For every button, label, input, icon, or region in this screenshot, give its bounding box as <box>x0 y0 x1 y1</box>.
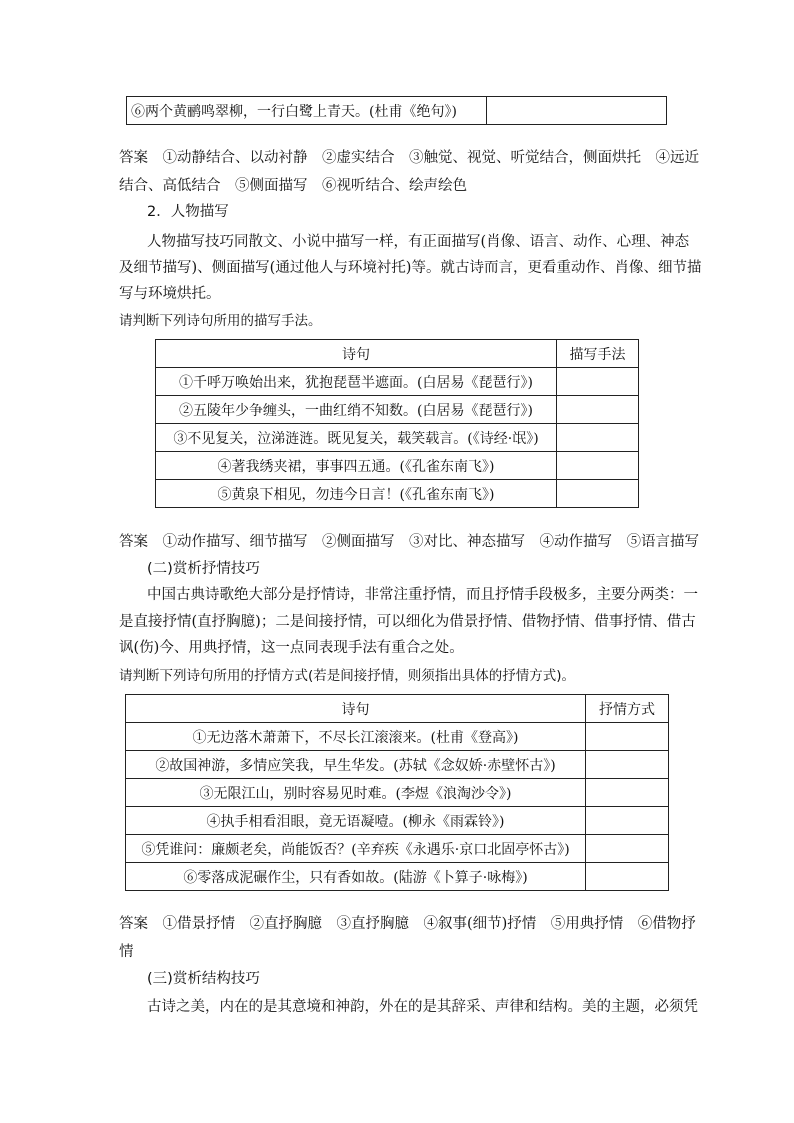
table-row <box>156 368 639 396</box>
answer-cell <box>586 807 669 835</box>
table-cell: ④著我绣夹裙，事事四五通。(《孔雀东南飞》) <box>156 452 557 480</box>
table-cell: ③无限江山，别时容易见时难。(李煜《浪淘沙令》) <box>126 779 586 807</box>
answer-cell <box>586 723 669 751</box>
table-row <box>156 452 639 480</box>
table-cell: ①无边落木萧萧下，不尽长江滚滚来。(杜甫《登高》) <box>126 723 586 751</box>
column-header: 描写手法 <box>557 340 639 368</box>
paragraph-line: 古诗之美，内在的是其意境和神韵，外在的是其辞采、声律和结构。美的主题，必须凭 <box>147 999 698 1015</box>
answer-line: 情 <box>119 944 134 960</box>
paragraph-line: 讽(伤)今、用典抒情，这一点同表现手法有重合之处。 <box>119 640 464 656</box>
answer-cell <box>557 480 639 508</box>
paragraph-line: 及细节描写)、侧面描写(通过他人与环境衬托)等。就古诗而言，更看重动作、肖像、细节描 <box>119 260 702 276</box>
section-heading: (二)赏析抒情技巧 <box>147 561 260 577</box>
instruction: 请判断下列诗句所用的抒情方式(若是间接抒情，则须指出具体的抒情方式)。 <box>119 668 576 684</box>
table-cell: ②故国神游，多情应笑我，早生华发。(苏轼《念奴娇·赤壁怀古》) <box>126 751 586 779</box>
table-cell: ④执手相看泪眼，竟无语凝噎。(柳永《雨霖铃》) <box>126 807 586 835</box>
answer-cell <box>586 751 669 779</box>
column-header: 诗句 <box>156 340 557 368</box>
paragraph-line: 中国古典诗歌绝大部分是抒情诗，非常注重抒情，而且抒情手段极多，主要分两类：一 <box>147 587 698 603</box>
answer-cell <box>586 835 669 863</box>
column-header: 诗句 <box>126 695 586 723</box>
table-cell: ⑥两个黄鹂鸣翠柳，一行白鹭上青天。(杜甫《绝句》) <box>127 97 487 125</box>
instruction: 请判断下列诗句所用的描写手法。 <box>119 313 322 329</box>
table-row <box>156 396 639 424</box>
paragraph-line: 写与环境烘托。 <box>119 286 221 302</box>
lyric-table <box>125 694 669 891</box>
answer-line: 答案 ①动静结合、以动衬静 ②虚实结合 ③触觉、视觉、听觉结合，侧面烘托 ④远近 <box>119 150 699 166</box>
table-cell: ⑤黄泉下相见，勿违今日言！(《孔雀东南飞》) <box>156 480 557 508</box>
section-heading: 2．人物描写 <box>147 204 229 220</box>
table-row <box>126 807 669 835</box>
table-row <box>126 863 669 891</box>
table-row <box>126 779 669 807</box>
table-cell: ⑥零落成泥碾作尘，只有香如故。(陆游《卜算子·咏梅》) <box>126 863 586 891</box>
answer-cell <box>557 452 639 480</box>
table-header-row <box>156 340 639 368</box>
answer-cell <box>557 396 639 424</box>
answer-line: 结合、高低结合 ⑤侧面描写 ⑥视听结合、绘声绘色 <box>119 178 467 194</box>
table-row <box>126 723 669 751</box>
table-row <box>156 480 639 508</box>
table-row <box>127 97 667 125</box>
answer-cell <box>557 424 639 452</box>
answer-line: 答案 ①动作描写、细节描写 ②侧面描写 ③对比、神态描写 ④动作描写 ⑤语言描写 <box>119 534 699 550</box>
column-header: 抒情方式 <box>586 695 669 723</box>
answer-cell <box>586 863 669 891</box>
table-cell: ⑤凭谁问：廉颇老矣，尚能饭否？(辛弃疾《永遇乐·京口北固亭怀古》) <box>126 835 586 863</box>
answer-cell <box>586 779 669 807</box>
paragraph-line: 是直接抒情(直抒胸臆)；二是间接抒情，可以细化为借景抒情、借物抒情、借事抒情、借古 <box>119 614 696 630</box>
table-cell: ③不见复关，泣涕涟涟。既见复关，载笑载言。(《诗经·氓》) <box>156 424 557 452</box>
description-table <box>155 339 639 508</box>
table-row <box>126 751 669 779</box>
table-row <box>156 424 639 452</box>
table-cell-blank <box>487 97 667 125</box>
answer-cell <box>557 368 639 396</box>
answer-line: 答案 ①借景抒情 ②直抒胸臆 ③直抒胸臆 ④叙事(细节)抒情 ⑤用典抒情 ⑥借物抒 <box>119 916 696 932</box>
table-cell: ①千呼万唤始出来，犹抱琵琶半遮面。(白居易《琵琶行》) <box>156 368 557 396</box>
table-cell: ②五陵年少争缠头，一曲红绡不知数。(白居易《琵琶行》) <box>156 396 557 424</box>
section-heading: (三)赏析结构技巧 <box>147 971 260 987</box>
top-table <box>126 96 667 125</box>
table-row <box>126 835 669 863</box>
table-header-row <box>126 695 669 723</box>
paragraph-line: 人物描写技巧同散文、小说中描写一样，有正面描写(肖像、语言、动作、心理、神态 <box>147 234 690 250</box>
